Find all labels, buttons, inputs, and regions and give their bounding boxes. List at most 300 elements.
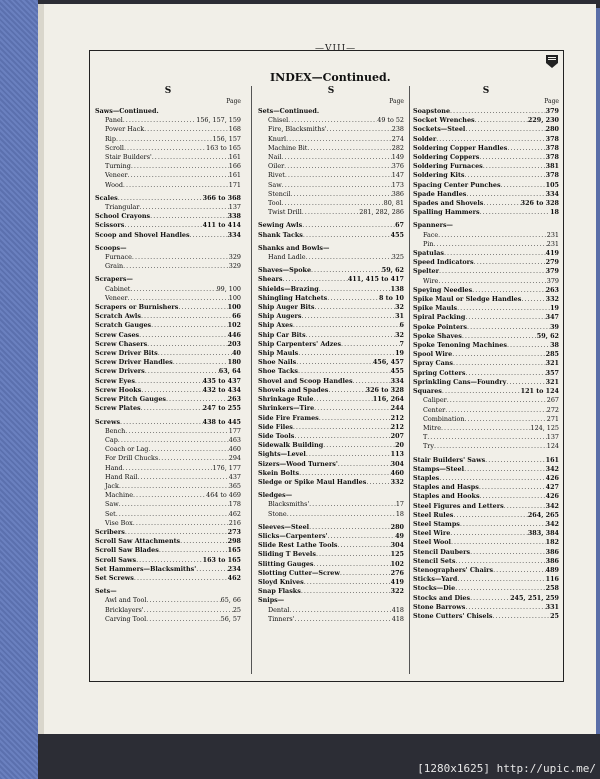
dot-leader <box>158 349 232 358</box>
index-entry <box>258 275 404 284</box>
entry-pages: 7 <box>399 339 404 348</box>
index-entry <box>413 520 559 529</box>
entry-term: Machine <box>105 491 133 500</box>
index-entry <box>95 615 241 624</box>
index-entry <box>413 406 559 415</box>
index-entry <box>95 404 241 413</box>
entry-term: Spanners— <box>413 221 453 230</box>
index-entry <box>413 442 559 451</box>
entry-pages: 137 <box>228 203 241 212</box>
index-entry <box>258 450 404 459</box>
entry-pages: 455 <box>390 367 404 376</box>
entry-term: Stamps—Steel <box>413 464 465 473</box>
index-entry <box>258 162 404 171</box>
dot-leader <box>120 418 203 427</box>
dot-leader <box>326 125 391 134</box>
entry-pages: 65, 66 <box>220 596 241 605</box>
dot-leader <box>306 331 396 340</box>
dot-leader <box>315 303 396 312</box>
dot-leader <box>123 464 213 473</box>
entry-pages: 329 <box>228 262 241 271</box>
dot-leader <box>341 340 400 349</box>
entry-term: Shields—Brazing <box>258 284 319 293</box>
dot-leader <box>438 231 547 240</box>
index-entry <box>258 221 404 230</box>
entry-term: Saws—Continued. <box>95 107 159 115</box>
dot-leader <box>465 313 545 322</box>
entry-pages: 379 <box>546 276 559 285</box>
dot-leader <box>483 199 520 208</box>
entry-term: Tinners' <box>268 614 295 623</box>
entry-pages: 49 <box>395 531 404 540</box>
index-entry <box>258 266 404 275</box>
index-entry <box>258 199 404 208</box>
entry-term: Ship Augers <box>258 312 302 321</box>
entry-pages: 258 <box>545 584 559 593</box>
entry-term: Rivet <box>268 171 285 180</box>
dot-leader <box>439 474 545 483</box>
entry-term: Stair Builders' Saws <box>413 455 486 464</box>
entry-term: Wood <box>105 180 123 189</box>
entry-pages: 437 <box>228 472 241 481</box>
index-entry <box>413 277 559 286</box>
index-entry <box>258 171 404 180</box>
entry-term: Caliper <box>423 396 447 405</box>
dot-leader <box>465 125 545 134</box>
entry-term: Screw Chasers <box>95 339 148 348</box>
entry-term: Sets— <box>95 587 117 596</box>
dot-leader <box>133 519 229 528</box>
index-entry <box>413 396 559 405</box>
entry-term: Spoke Shaves <box>413 331 462 340</box>
index-entry <box>95 331 241 340</box>
index-entry <box>95 482 241 491</box>
dot-leader <box>173 358 228 367</box>
entry-term: Carving Tool <box>105 614 147 623</box>
index-entry <box>413 341 559 350</box>
entry-term: Shoe Nails <box>258 358 297 367</box>
index-entry <box>95 203 241 212</box>
entry-term: Center <box>423 405 446 414</box>
dot-leader <box>327 294 379 303</box>
entry-pages: 334 <box>390 376 404 385</box>
index-entry <box>413 295 559 304</box>
entry-term: Bench <box>105 426 126 435</box>
dot-leader <box>116 510 229 519</box>
entry-term: Furnace <box>105 253 132 262</box>
entry-pages: 342 <box>545 501 559 510</box>
dot-leader <box>299 469 391 478</box>
entry-term: Slicks—Carpenters' <box>258 531 328 540</box>
dot-leader <box>282 275 347 284</box>
entry-pages: 244 <box>390 404 404 413</box>
dot-leader <box>282 199 384 208</box>
entry-pages: 168 <box>228 125 241 134</box>
index-entry <box>258 367 404 376</box>
entry-pages: 272 <box>546 405 559 414</box>
entry-pages: 279 <box>545 258 559 267</box>
dot-leader <box>485 456 545 465</box>
index-entry <box>258 231 404 240</box>
index-entry <box>413 171 559 180</box>
index-column-3 <box>413 84 559 621</box>
index-entry <box>413 181 559 190</box>
entry-pages: 59, 62 <box>536 331 559 340</box>
entry-term: Slitting Gauges <box>258 559 314 568</box>
entry-term: Shingling Hatchets <box>258 293 328 302</box>
dot-leader <box>293 321 400 330</box>
entry-pages: 173 <box>391 180 404 189</box>
dot-leader <box>139 331 228 340</box>
index-entry <box>413 107 559 116</box>
entry-term: Soapstone <box>413 107 451 115</box>
entry-term: Spoke Pointers <box>413 322 468 331</box>
entry-pages: 178 <box>228 500 241 509</box>
entry-pages: 325 <box>391 253 404 262</box>
index-entry <box>258 321 404 330</box>
index-entry <box>413 190 559 199</box>
column-letter: S <box>327 86 335 96</box>
dot-leader <box>196 565 227 574</box>
entry-pages: 463 <box>228 435 241 444</box>
entry-pages: 282 <box>391 143 404 152</box>
dot-leader <box>457 304 550 313</box>
entry-term: Scroll Saw Attachments <box>95 537 181 546</box>
dot-leader <box>467 323 550 332</box>
index-entry <box>258 116 404 125</box>
entry-term: Ship Car Bits <box>258 330 306 339</box>
dot-leader <box>479 483 546 492</box>
index-entry <box>95 473 241 482</box>
dot-leader <box>470 594 510 603</box>
index-heading: INDEX—Continued. <box>270 71 391 84</box>
entry-pages: 49 to 52 <box>377 116 404 125</box>
entry-term: Steel Wire <box>413 529 451 538</box>
dot-leader <box>433 240 546 249</box>
index-entry <box>258 587 404 596</box>
index-entry <box>258 596 404 605</box>
dot-leader <box>313 395 372 404</box>
dot-leader <box>124 144 206 153</box>
index-entry <box>413 249 559 258</box>
dot-leader <box>141 386 202 395</box>
dot-leader <box>145 367 219 376</box>
index-entry <box>95 436 241 445</box>
index-entry <box>258 303 404 312</box>
dot-leader <box>150 212 228 221</box>
entry-pages: 281, 282, 286 <box>359 208 404 217</box>
dot-leader <box>328 386 365 395</box>
entry-pages: 263 <box>227 395 241 404</box>
page-label: Page <box>544 98 559 105</box>
entry-pages: 163 to 165 <box>206 143 241 152</box>
entry-pages: 462 <box>228 509 241 518</box>
dot-leader <box>338 460 391 469</box>
entry-pages: 326 to 328 <box>520 199 559 208</box>
index-entry <box>258 441 404 450</box>
entry-pages: 59, 62 <box>381 266 404 275</box>
index-entry <box>413 433 559 442</box>
dot-leader <box>466 190 545 199</box>
index-entry <box>413 221 559 230</box>
dot-leader <box>479 153 545 162</box>
entry-pages: 124 <box>546 442 559 451</box>
entry-pages: 163 to 165 <box>202 555 241 564</box>
entry-pages: 263 <box>545 285 559 294</box>
column-letter: S <box>164 86 172 96</box>
index-entry <box>95 221 241 230</box>
entry-term: Combination <box>423 414 465 423</box>
entry-term: Knurl <box>268 134 287 143</box>
dot-leader <box>427 433 547 442</box>
index-entry <box>258 404 404 413</box>
index-entry <box>413 584 559 593</box>
index-entry <box>95 546 241 555</box>
entry-pages: 321 <box>545 377 559 386</box>
index-entry <box>95 181 241 190</box>
entry-pages: 176, 177 <box>212 463 241 472</box>
index-entry <box>95 294 241 303</box>
entry-pages: 182 <box>545 538 559 547</box>
dot-leader <box>141 404 203 413</box>
entry-term: Bricklayers' <box>105 605 144 614</box>
entry-term: Sleeves—Steel <box>258 522 310 531</box>
index-entry <box>95 454 241 463</box>
entry-term: Stocks—Die <box>413 584 456 593</box>
index-entry <box>258 432 404 441</box>
entry-pages: 19 <box>395 349 404 358</box>
entry-pages: 234 <box>227 564 241 573</box>
dot-leader <box>285 171 392 180</box>
index-entry <box>95 587 241 596</box>
entry-term: Blacksmiths' <box>268 500 310 509</box>
entry-pages: 207 <box>390 431 404 440</box>
entry-pages: 338 <box>227 212 241 221</box>
entry-term: Stencil Sets <box>413 556 456 565</box>
index-entry <box>258 550 404 559</box>
dot-leader <box>132 253 229 262</box>
entry-term: Shanks and Bowls— <box>258 243 330 252</box>
index-entry <box>413 538 559 547</box>
entry-pages: 102 <box>227 321 241 330</box>
dot-leader <box>309 500 396 509</box>
entry-pages: 460 <box>228 445 241 454</box>
publisher-emblem <box>545 53 559 69</box>
dot-leader <box>504 502 546 511</box>
dot-leader <box>311 266 382 275</box>
index-entry <box>258 253 404 262</box>
entry-term: Set <box>105 509 116 518</box>
index-entry <box>95 162 241 171</box>
entry-term: Chisel <box>268 116 289 125</box>
index-entry <box>95 194 241 203</box>
entry-pages: 326 to 328 <box>365 385 404 394</box>
index-entry <box>413 387 559 396</box>
dot-leader <box>291 190 392 199</box>
entry-term: Awl and Tool <box>105 596 147 605</box>
dot-leader <box>328 532 396 541</box>
entry-pages: 446 <box>227 330 241 339</box>
index-entry <box>258 560 404 569</box>
index-entry <box>413 483 559 492</box>
dot-leader <box>464 415 546 424</box>
index-entry <box>95 303 241 312</box>
entry-pages: 456, 457 <box>372 358 404 367</box>
dot-leader <box>128 294 229 303</box>
entry-term: Cabinet <box>105 284 131 293</box>
entry-pages: 267 <box>546 396 559 405</box>
dot-leader <box>307 144 391 153</box>
entry-term: Soldering Coppers <box>413 153 480 162</box>
index-entry <box>413 258 559 267</box>
entry-term: Soldering Furnaces <box>413 162 483 171</box>
page-label: Page <box>389 98 404 105</box>
dot-leader <box>306 450 391 459</box>
index-entry <box>413 492 559 501</box>
entry-term: Machine Bit <box>268 143 308 152</box>
entry-term: Shovel and Scoop Handles <box>258 376 353 385</box>
index-entry <box>258 491 404 500</box>
entry-pages: 379 <box>545 267 559 276</box>
entry-pages: 67 <box>395 221 404 230</box>
entry-term: Hand Ladle <box>268 253 306 262</box>
entry-term: Pin <box>423 239 434 248</box>
index-entry <box>95 367 241 376</box>
entry-term: Vise Box <box>105 518 133 527</box>
entry-pages: 56, 57 <box>220 614 241 623</box>
entry-term: Steel Rules <box>413 510 454 519</box>
entry-term: Turning <box>105 162 131 171</box>
index-entry <box>95 491 241 500</box>
dot-leader <box>147 340 227 349</box>
index-entry <box>413 208 559 217</box>
entry-term: Rip <box>105 134 116 143</box>
entry-pages: 116, 264 <box>372 395 404 404</box>
entry-term: Grain <box>105 262 124 271</box>
index-entry <box>258 578 404 587</box>
index-entry <box>413 332 559 341</box>
dot-leader <box>450 529 528 538</box>
dot-leader <box>436 135 545 144</box>
dot-leader <box>314 404 390 413</box>
entry-pages: 156, 157 <box>212 134 241 143</box>
entry-pages: 105 <box>545 180 559 189</box>
entry-term: Scratch Awls <box>95 312 141 321</box>
dot-leader <box>474 258 546 267</box>
entry-pages: 334 <box>545 189 559 198</box>
entry-list <box>413 107 559 621</box>
entry-pages: 419 <box>545 249 559 258</box>
index-entry <box>413 231 559 240</box>
index-entry <box>413 116 559 125</box>
index-entry <box>95 418 241 427</box>
index-entry <box>413 456 559 465</box>
entry-term: Try <box>423 442 434 451</box>
entry-term: Screw Driver Handles <box>95 358 173 367</box>
entry-term: Set Hammers—Blacksmiths' <box>95 564 197 573</box>
dot-leader <box>438 277 546 286</box>
entry-pages: 426 <box>545 473 559 482</box>
entry-term: Ship Carpenters' Adzes <box>258 339 342 348</box>
entry-term: Sights—Level <box>258 450 306 459</box>
index-entry <box>413 378 559 387</box>
entry-term: Spatulas <box>413 249 444 258</box>
dot-leader <box>284 162 392 171</box>
entry-term: Sticks—Yard <box>413 575 458 584</box>
entry-term: Sewing Awls <box>258 221 303 230</box>
dot-leader <box>442 387 521 396</box>
dot-leader <box>178 303 227 312</box>
entry-pages: 231 <box>546 230 559 239</box>
dot-leader <box>131 162 229 171</box>
dot-leader <box>507 341 550 350</box>
dot-leader <box>319 285 391 294</box>
entry-pages: 216 <box>228 518 241 527</box>
entry-term: Shears <box>258 275 283 284</box>
dot-leader <box>118 194 203 203</box>
entry-term: Speed Indicators <box>413 258 474 267</box>
entry-pages: 31 <box>395 312 404 321</box>
entry-pages: 6 <box>399 321 404 330</box>
entry-pages: 464 to 469 <box>206 491 241 500</box>
entry-term: Screw Pitch Gauges <box>95 395 166 404</box>
dot-leader <box>298 367 391 376</box>
entry-term: Stenographers' Chairs <box>413 565 494 574</box>
dot-leader <box>302 208 360 217</box>
entry-term: Spool Wire <box>413 350 453 359</box>
entry-pages: 294 <box>228 454 241 463</box>
entry-pages: 376 <box>391 162 404 171</box>
dot-leader <box>472 286 545 295</box>
entry-pages: 418 <box>391 605 404 614</box>
dot-leader <box>123 116 197 125</box>
entry-pages: 19 <box>550 304 559 313</box>
index-entry <box>258 414 404 423</box>
entry-pages: 124, 125 <box>530 423 559 432</box>
entry-pages: 426 <box>545 492 559 501</box>
index-entry <box>95 153 241 162</box>
entry-term: Shrinkage Rule <box>258 395 314 404</box>
index-entry <box>95 285 241 294</box>
index-entry <box>413 529 559 538</box>
dot-leader <box>301 587 391 596</box>
entry-term: Scoop and Shovel Handles <box>95 230 190 239</box>
dot-leader <box>475 116 528 125</box>
index-entry <box>413 267 559 276</box>
dot-leader <box>141 312 232 321</box>
entry-term: Dental <box>268 605 290 614</box>
dot-leader <box>521 295 545 304</box>
entry-term: Steel Stamps <box>413 519 460 528</box>
entry-term: Scribers <box>95 527 125 536</box>
entry-term: Panel <box>105 116 123 125</box>
entry-pages: 17 <box>395 500 404 509</box>
entry-term: Squares <box>413 387 442 396</box>
dot-leader <box>146 596 220 605</box>
entry-pages: 435 to 437 <box>202 376 241 385</box>
entry-pages: 273 <box>227 527 241 536</box>
entry-term: Scroll Saw Blades <box>95 546 159 555</box>
entry-pages: 366 to 368 <box>202 193 241 202</box>
entry-pages: 39 <box>550 322 559 331</box>
entry-pages: 329 <box>228 253 241 262</box>
entry-term: Shank Tacks <box>258 230 303 239</box>
entry-pages: 137 <box>546 433 559 442</box>
dot-leader <box>298 349 395 358</box>
dot-leader <box>152 153 229 162</box>
entry-term: Shoe Tacks <box>258 367 299 376</box>
entry-term: Staples and Hasps <box>413 483 479 492</box>
